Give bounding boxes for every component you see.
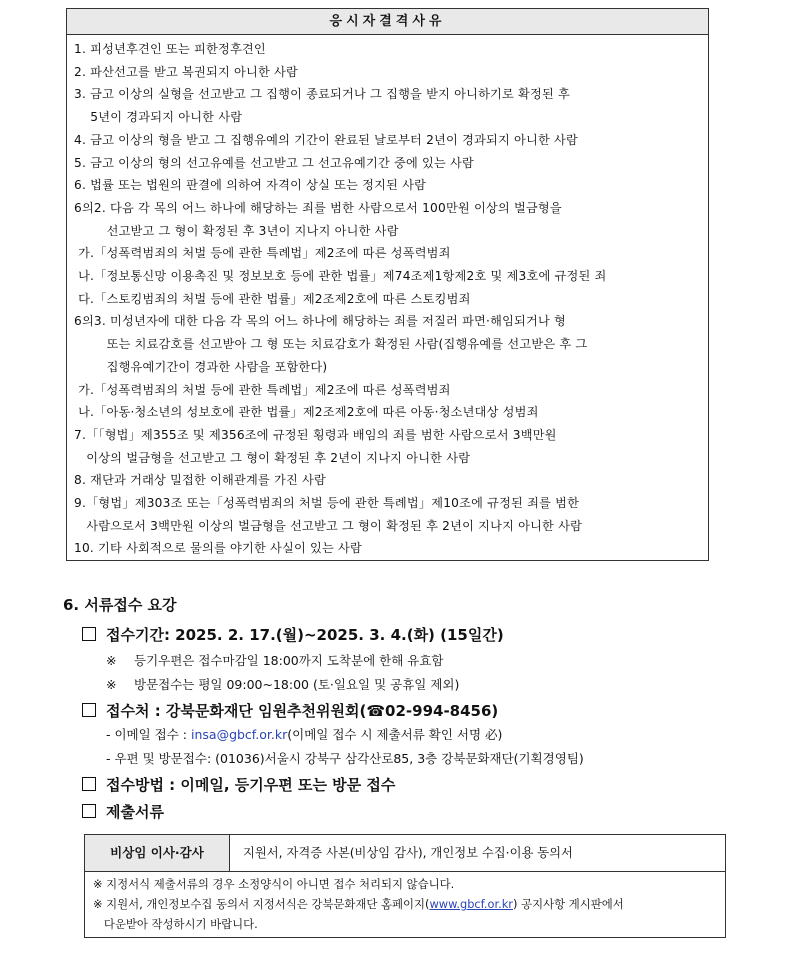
checkbox-icon bbox=[82, 703, 96, 717]
method-text: 접수방법 : 이메일, 등기우편 또는 방문 접수 bbox=[106, 776, 396, 794]
note-mark: ※ bbox=[106, 677, 117, 692]
disqualification-line: 2. 파산선고를 받고 복권되지 아니한 사람 bbox=[74, 64, 298, 79]
email-link[interactable]: insa@gbcf.or.kr bbox=[191, 727, 288, 742]
disqualification-line: 가.「성폭력범죄의 처벌 등에 관한 특례법」제2조에 따른 성폭력범죄 bbox=[74, 382, 451, 397]
disqualification-line: 나.「정보통신망 이용촉진 및 정보보호 등에 관한 법률」제74조제1항제2호 및 제3호에 규정된 죄 bbox=[74, 269, 607, 283]
documents-table bbox=[84, 834, 726, 938]
disqualification-line: 5년이 경과되지 아니한 사람 bbox=[74, 110, 243, 125]
documents-note-1: ※ 지정서식 제출서류의 경우 소정양식이 아니면 접수 처리되지 않습니다. bbox=[93, 877, 455, 891]
disqualification-table bbox=[66, 8, 709, 561]
disqualification-line: 1. 피성년후견인 또는 피한정후견인 bbox=[74, 42, 266, 56]
disqualification-line: 집행유예기간이 경과한 사람을 포함한다) bbox=[74, 359, 328, 374]
disqualification-line: 6의3. 미성년자에 대한 다음 각 목의 어느 하나에 해당하는 죄를 저질러 파면·해임되거나 형 bbox=[74, 314, 567, 329]
office-text: 접수처 : 강북문화재단 임원추천위원회(☎02-994-8456) bbox=[106, 702, 499, 720]
disqualification-line: 3. 금고 이상의 실형을 선고받고 그 집행이 종료되거나 그 집행을 받지 아니하기로 확정된 후 bbox=[74, 87, 571, 102]
documents-row bbox=[85, 835, 725, 872]
disqualification-line: 이상의 벌금형을 선고받고 그 형이 확정된 후 2년이 지나지 아니한 사람 bbox=[74, 450, 471, 465]
documents-note-2: ※ 지원서, 개인정보수집 동의서 지정서식은 강북문화재단 홈페이지(www.gbcf.or.kr) 공지사항 게시판에서 bbox=[93, 897, 624, 911]
disqualification-line: 또는 치료감호를 선고받아 그 형 또는 치료감호가 확정된 사람(집행유예를 선고받은 후 그 bbox=[74, 337, 588, 352]
disqualification-line: 사람으로서 3백만원 이상의 벌금형을 선고받고 그 형이 확정된 후 2년이 지나지 아니한 사람 bbox=[74, 518, 583, 533]
note-mark: ※ bbox=[106, 653, 117, 668]
documents-note-3: 다운받아 작성하시기 바랍니다. bbox=[93, 917, 258, 931]
period-note-2: ※ 방문접수는 평일 09:00~18:00 (토·일요일 및 공휴일 제외) bbox=[106, 677, 460, 692]
documents-row-header: 비상임 이사·감사 bbox=[85, 835, 230, 871]
docs-title: 제출서류 bbox=[106, 803, 164, 821]
disqualification-line: 8. 재단과 거래상 밀접한 이해관계를 가진 사람 bbox=[74, 473, 326, 488]
period-note-1: ※ 등기우편은 접수마감일 18:00까지 도착분에 한해 유효함 bbox=[106, 653, 444, 668]
period-item bbox=[82, 624, 504, 645]
docs-item bbox=[82, 801, 164, 822]
disqualification-line: 6. 법률 또는 법원의 판결에 의하여 자격이 상실 또는 정지된 사람 bbox=[74, 178, 427, 193]
period-text: 접수기간: 2025. 2. 17.(월)~2025. 3. 4.(화) (15일간) bbox=[106, 626, 504, 644]
section-title: 6. 서류접수 요강 bbox=[63, 596, 177, 614]
disqualification-line: 가.「성폭력범죄의 처벌 등에 관한 특례법」제2조에 따른 성폭력범죄 bbox=[74, 246, 451, 261]
disqualification-line: 7.「「형법」제355조 및 제356조에 규정된 횡령과 배임의 죄를 범한 사람으로서 3백만원 bbox=[74, 427, 557, 442]
checkbox-icon bbox=[82, 804, 96, 818]
disqualification-header: 응시자결격사유 bbox=[67, 9, 708, 35]
disqualification-line: 5. 금고 이상의 형의 선고유예를 선고받고 그 선고유예기간 중에 있는 사람 bbox=[74, 155, 474, 170]
email-line: - 이메일 접수 : insa@gbcf.or.kr(이메일 접수 시 제출서류 확인 서명 必) bbox=[106, 727, 503, 742]
checkbox-icon bbox=[82, 627, 96, 641]
office-item bbox=[82, 700, 498, 721]
method-item bbox=[82, 774, 395, 795]
homepage-link[interactable]: www.gbcf.or.kr bbox=[429, 897, 513, 911]
disqualification-line: 다.「스토킹범죄의 처벌 등에 관한 법률」제2조제2호에 따른 스토킹범죄 bbox=[74, 291, 471, 306]
documents-row-value: 지원서, 자격증 사본(비상임 감사), 개인정보 수집·이용 동의서 bbox=[243, 846, 573, 860]
disqualification-line: 10. 기타 사회적으로 물의를 야기한 사실이 있는 사람 bbox=[74, 541, 362, 556]
disqualification-line: 6의2. 다음 각 목의 어느 하나에 해당하는 죄를 범한 사람으로서 100만원 이상의 벌금형을 bbox=[74, 200, 562, 215]
checkbox-icon bbox=[82, 777, 96, 791]
disqualification-line: 선고받고 그 형이 확정된 후 3년이 지나지 아니한 사람 bbox=[74, 223, 399, 238]
visit-line: - 우편 및 방문접수: (01036)서울시 강북구 삼각산로85, 3층 강북문화재단(기획경영팀) bbox=[106, 751, 584, 766]
disqualification-line: 4. 금고 이상의 형을 받고 그 집행유예의 기간이 완료된 날로부터 2년이 경과되지 아니한 사람 bbox=[74, 132, 578, 147]
disqualification-line: 9.「형법」제303조 또는「성폭력범죄의 처벌 등에 관한 특례법」제10조에 규정된 죄를 범한 bbox=[74, 496, 580, 510]
disqualification-line: 나.「아동·청소년의 성보호에 관한 법률」제2조제2호에 따른 아동·청소년대상 성범죄 bbox=[74, 405, 539, 420]
